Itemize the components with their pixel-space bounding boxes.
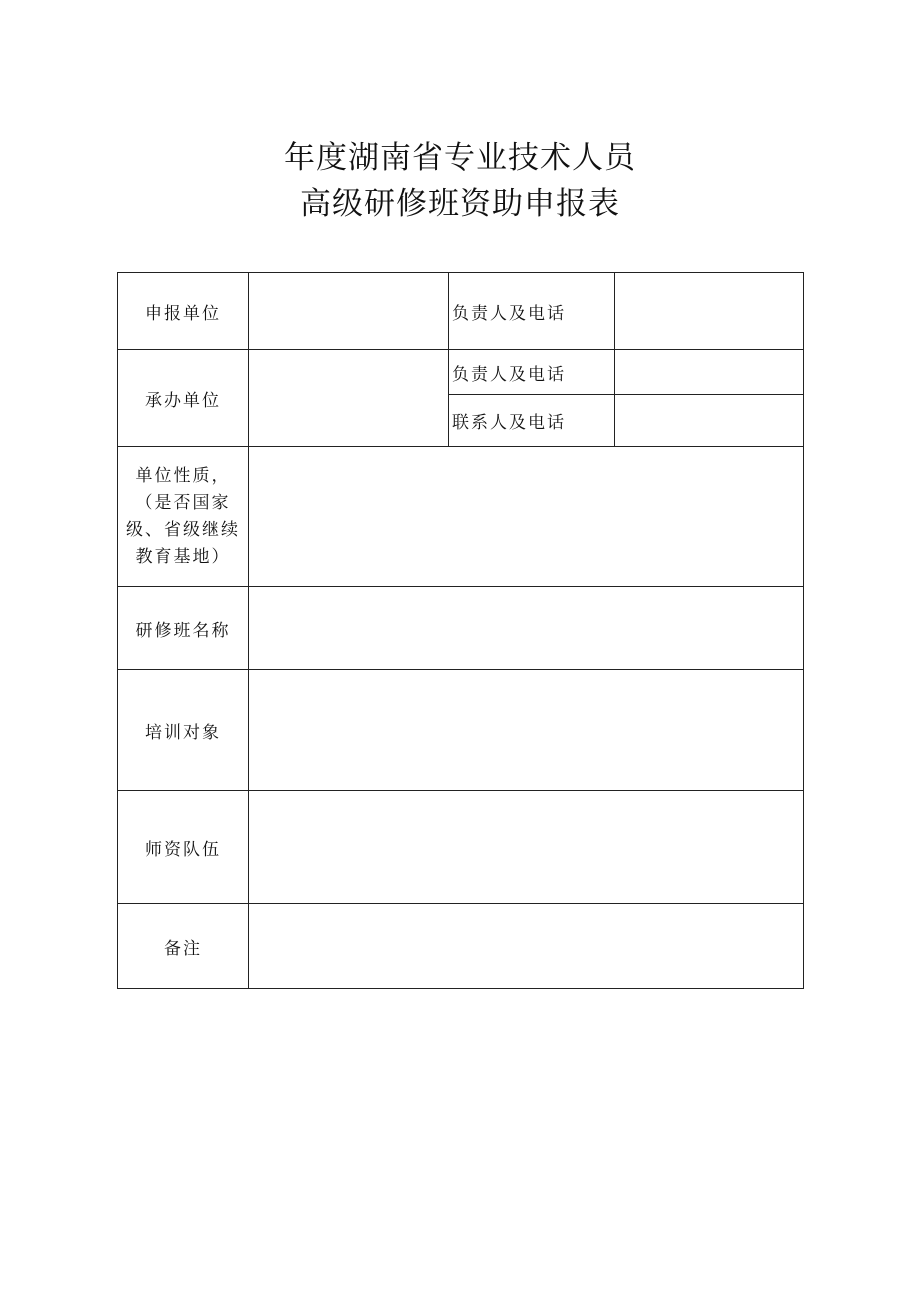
applying-responsible-field[interactable] xyxy=(615,273,804,350)
applying-unit-label: 申报单位 xyxy=(118,273,249,350)
host-unit-field[interactable] xyxy=(249,350,449,447)
host-unit-label: 承办单位 xyxy=(118,350,249,447)
host-responsible-field[interactable] xyxy=(615,350,804,395)
host-responsible-label: 负责人及电话 xyxy=(449,350,615,395)
course-name-label: 研修班名称 xyxy=(118,587,249,670)
host-contact-label: 联系人及电话 xyxy=(449,395,615,447)
applying-responsible-label: 负责人及电话 xyxy=(449,273,615,350)
table-row xyxy=(118,791,804,904)
training-target-label: 培训对象 xyxy=(118,670,249,791)
unit-nature-field[interactable] xyxy=(249,447,804,587)
form-title: 年度湖南省专业技术人员 xyxy=(284,140,636,176)
application-form-table xyxy=(117,272,804,989)
course-name-field[interactable] xyxy=(249,587,804,670)
unit-nature-label: 单位性质，（是否国家级、省级继续教育基地） xyxy=(126,465,240,567)
table-row xyxy=(118,670,804,791)
applying-unit-field[interactable] xyxy=(249,273,449,350)
remarks-label: 备注 xyxy=(118,904,249,989)
remarks-field[interactable] xyxy=(249,904,804,989)
table-row xyxy=(118,273,804,350)
training-target-field[interactable] xyxy=(249,670,804,791)
unit-nature-label-cell xyxy=(118,447,249,587)
table-row xyxy=(118,904,804,989)
host-contact-field[interactable] xyxy=(615,395,804,447)
table-row xyxy=(118,587,804,670)
faculty-field[interactable] xyxy=(249,791,804,904)
table-row xyxy=(118,350,804,395)
table-row xyxy=(118,447,804,587)
form-subtitle: 高级研修班资助申报表 xyxy=(300,186,620,222)
faculty-label: 师资队伍 xyxy=(118,791,249,904)
